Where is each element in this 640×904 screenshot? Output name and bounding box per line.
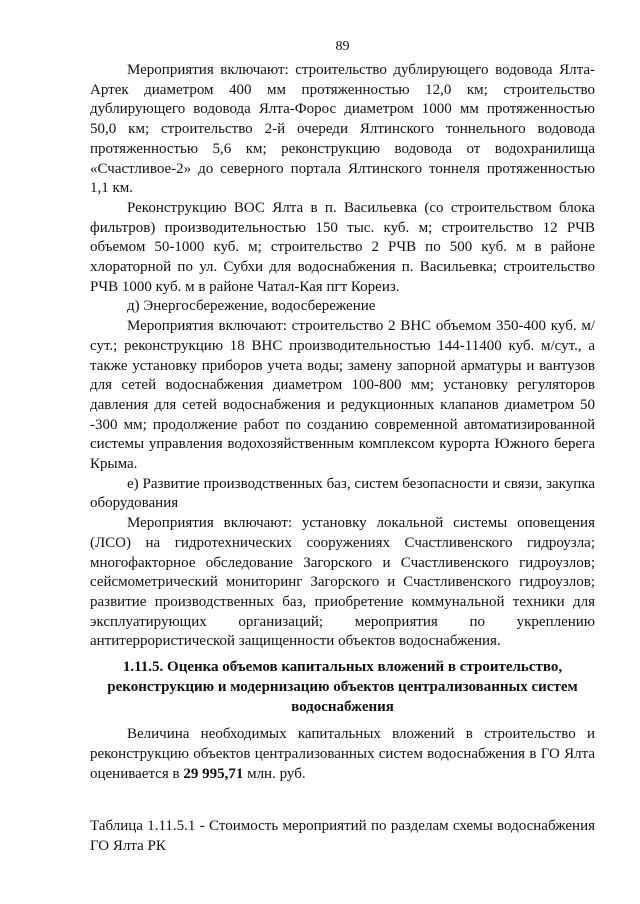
paragraph-pipelines: Мероприятия включают: строительство дублирующего водовода Ялта-Артек диаметром 400 мм протяженностью 12,0 км; строительство дублирующего водовода Ялта-Форос диаметром 1000 мм протяженностью 50,0 км; строительство 2-й очереди Ялтинского тоннельного водовода протяженностью 5,6 км; реконструкцию водовода от водохранилища «Счастливое-2» до северного портала Ялтинского тоннеля протяженностью 1,1 км.: [90, 62, 595, 197]
investment-amount: 29 995,71: [183, 765, 244, 782]
paragraph-treatment-reconstruction: Реконструкцию ВОС Ялта в п. Васильевка (со строительством блока фильтров) производительностью 150 тыс. куб. м; строительство 12 РЧВ объемом 50-1000 куб. м; строительство 2 РЧВ по 500 куб. м в районе хлораторной по ул. Субхи для водоснабжения п. Васильевка; строительство РЧВ 1000 куб. м в районе Чатал-Кая пгт Кореиз.: [90, 199, 595, 295]
subsection-production-bases: е) Развитие производственных баз, систем безопасности и связи, закупка оборудования: [90, 475, 595, 512]
paragraph-pump-stations: Мероприятия включают: строительство 2 ВНС объемом 350-400 куб. м/сут.; реконструкцию 18 ВНС производительностью 144-11400 куб. м/сут., а также установку приборов учета воды; замену запорной арматуры и вантузов для сетей водоснабжения диаметром 100-800 мм; установку регуляторов давления для сетей водоснабжения и редукционных клапанов диаметром 50 -300 мм; продолжение работ по созданию современной автоматизированной системы управления водохозяйственным комплексом курорта Южного берега Крыма.: [90, 318, 595, 473]
paragraph-safety-measures: Мероприятия включают: установку локальной системы оповещения (ЛСО) на гидротехнических сооружениях Счастливенского гидроузла; многофакторное обследование Загорского и Счастливенского гидроузлов; сейсмометрический мониторинг Загорского и Счастливенского гидроузлов; развитие производственных баз, приобретение коммунальной техники для эксплуатирующих организаций; мероприятия по укреплению антитеррористической защищенности объектов водоснабжения.: [90, 515, 595, 650]
paragraph-investment-total: [90, 725, 595, 784]
page-number: 89: [335, 39, 350, 54]
investment-text-before: Величина необходимых капитальных вложений в строительство и реконструкцию объектов централизованных систем водоснабжения в ГО Ялта оценивается в: [90, 726, 595, 782]
page-content: [90, 38, 595, 857]
subsection-energy-saving: д) Энергосбережение, водосбережение: [127, 298, 376, 315]
investment-text-after: млн. руб.: [243, 765, 306, 782]
table-caption: Таблица 1.11.5.1 - Стоимость мероприятий по разделам схемы водоснабжения ГО Ялта РК: [90, 818, 595, 855]
section-heading: 1.11.5. Оценка объемов капитальных вложений в строительство, реконструкцию и модернизацию объектов централизованных систем водоснабжения: [107, 659, 578, 715]
spacer: [90, 784, 595, 817]
